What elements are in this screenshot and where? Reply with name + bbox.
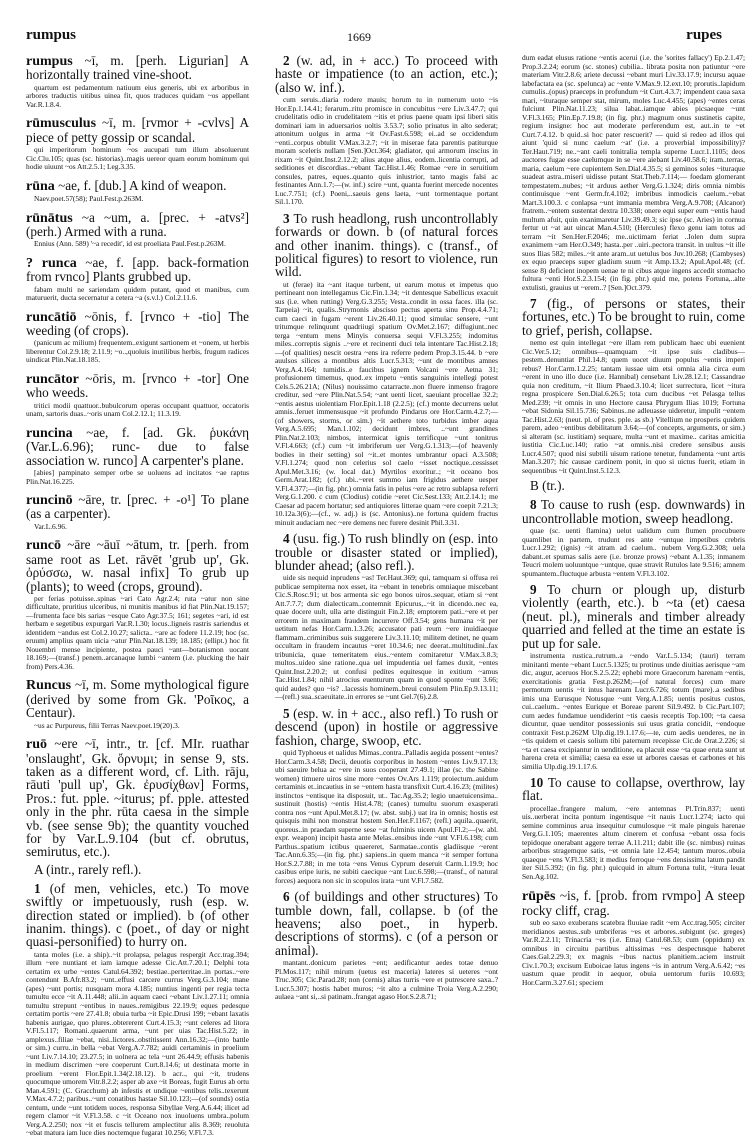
sense-text: (usu. fig.) To rush blindly on (esp. into trouble or disaster stated or implied), blunder ahead; (also refl.). <box>275 531 499 574</box>
sense-text: (esp. w. in + acc., also refl.) To rush or descend (upon) in hostile or aggressive fashion, charge, swoop, etc. <box>275 705 499 748</box>
citations: Var.L.6.96. <box>34 521 67 531</box>
entry-runco <box>26 538 249 671</box>
sense-text: To cause to rush (esp. downwards) in uncontrollable motion, sweep headlong. <box>522 497 745 526</box>
entry-rumusculus <box>26 116 249 171</box>
entry-runatus <box>26 211 249 249</box>
citations: ~us ac Purpureus, filii Terras Naev.poet.19(20).3. <box>34 720 180 730</box>
definition: ~is, f. [prob. from rvmpo] A steep rocky cliff, crag. <box>522 888 745 918</box>
sense-10-citations: procellae..frangere malum, ~ere antemnas Pl.Trin.837; uenti uis..uerberat incita pontum ingentisque ~it nauis Lucr.1.274; iacto qui semine comminus arua insequitur cumulosque ~it male pinguis harenae Verg.G.1.105; maerentes altum cinerem et confusa ~ebant ossa focis tepidoque onerabant aggere terrae A.11.211; dabit ille (sc. nimbus) ruinas arboribus stragemque satis, ~et omnia late 12.454; tantum muros..obuia quaeque ~ens V.Fl.3.583; it medius ferroque ~ens densissima latum pandit iter Sil.5.392; (in fig. phr.) quicquid in altum Fortuna tulit, ~itura leuat Sen.Ag.102. <box>522 803 745 881</box>
sense-text: (w. ad, in + acc.) To proceed with haste or impatience (to an action, etc.); (also w. inf.). <box>275 53 498 95</box>
headword: rumpus <box>26 54 73 69</box>
headword: runcātiō <box>26 309 77 325</box>
middle-column <box>275 54 498 1002</box>
sense-text: (of men, vehicles, etc.) To move swiftly or impetuously, rush (esp. w. direction stated or implied). b (of other inanim. things). c (poet., of day or night quasi-personified) to hurry on. <box>26 880 250 950</box>
headword: runcina <box>26 425 73 441</box>
entry-runcina <box>26 426 249 486</box>
citations: quartum est pedamentum natiuum eius generis, ubi ex arboribus in arbores traductis uitibus uinea fit, quos traduces quidam ~os appellant Var.R.1.8.4. <box>26 82 249 109</box>
definition: ~ere ~ī, intr., tr. [cf. MIr. ruathar 'onslaught', Gk. ὄρνυμι; in sense 9, sts. taken as a different word, cf. Lith. rāju, rāuti 'pull up', Gk. ἐρυσίχθων] Forms, Pros.: fut. pple. ~iturus; pf. pple. attested only in the phr. rūta caesa in the simple vb. (see sense 9b); the quantity vouched for by Var.L.9.104 (but cf. obrutus, semirutus, etc.). <box>26 736 249 860</box>
running-head-right: rupes <box>686 27 722 43</box>
sense-number: 10 <box>530 775 544 791</box>
sense-2 <box>275 54 498 94</box>
sense-4 <box>275 532 498 572</box>
sense-9-citations: instrumenta rustica..rutrum..a ~endo Var.L.5.134; (tauri) terram minitanti mente ~ebant Lucr.5.1325; tu protinus unde diuitias aerisque ~am dic, augur, aceruos Hor.S.2.5.22; ephebi more Graecorum harenam ~entis, exercitationis gratia Fest.p.262M;—(of natural forces) cum mare permotum uentis ~it intus harenam Lucr.6.726; totum (mare)..a sedibus imis una Eurusque Notusque ~unt Verg.A.1.85; uentis positus custos, cui..caelum.. ~entes Eurique et Boreae parent Sil.9.492. b Cic.Part.107; cum aedes fundamue uendiderint ~tis caesis receptis Top.100; ~ta caesa dicuntur, quae uenditor possessionis sui usus gratia concidit, ~endoque contraxit Fest.p.262M Ulp.dig.19.1.17.6;—te, cum aedis uenderes, ne in ~tis quidem et caesis solium tibi paternum recepisse Cic.de Orat.2.226; si ~ta et caesa excipiantur in uenditione, ea placuit esse ~ta quae eruta sunt ut harena creta et similia; caesa ea esse ut arbores caesas et carbones et his similia Ulp.dig.19.1.17.6. <box>522 651 745 771</box>
sense-10 <box>522 776 745 803</box>
sense-number: 5 <box>283 705 290 721</box>
citations: Ennius (Ann. 589) '~a recedit', id est proeliata Paul.Fest.p.263M. <box>34 239 226 249</box>
sense-5-citations: quid Typhoeus et ualidus Mimas..contra..Palladis aegida possent ~entes? Hor.Carm.3.4.58; Decii, deuotis corporibus in hostem ~entes Liv.9.17.13; ubi saeuire belua ac ~ere in suos cooperant 27.49.1; illae (sc. the Sabine women) timuere uiros sine more ~entes Ov.Ars 1.119; proiectum..auidum certaminis et..incautius in se ~entem hasta transfixit Curt.4.16.23; (milites) instinctos ~entisque ita disposuit, ut.. Tac.Ag.35.2; legio unaetuicensima.. sustinuit (hostis) ~entis Hist.4.78; (canes) tumultu suorum exasperati contra nos ~unt Apul.Met.8.17; (w. abst. subj.) uat ira in omnis; hostis est quisquis mihi non monstrat hostem Sen.Her.F.1167; (refl.) aquila..quaerit, quoreus..in praedam superne sese ~at fulminis uicem Apul.Fl.2;—(w. abl. expr. weapon) incipit hasta ante Melas..ensibus inde ~unt V.Fl.6.198; cum Parthus..spatium ictibus quaereret, Sarmatae..contis gladiisque ~erent Tac.Ann.6.35;—(in fig. phr.) sapiens..in quem manca ~it semper fortuna Hor.S.2.7.88; in me tota ~ens Venus Cyprum deseruit Carm.1.19.9; hoc casibus eripe iuris, ne subiti caecique ~ant Luc.6.598;—(transf., of natural forces) aequora non sic in scopulos irata ~unt V.Fl.7.582. <box>275 748 498 885</box>
entry-rupes <box>522 889 745 987</box>
citations: (panicum ac milium) frequentem..exigunt sartionem et ~onem, ut herbis liberentur Col.2.9.18; 2.11.9; ~o..,quoluis inutilibus herbis, frugum radices uindicat Plin.Nat.18.185. <box>26 338 249 365</box>
citations: qui imperitorum hominum ~os aucupati tum illum absoluerunt Cic.Clu.105; quas (sc. historias)..magis uereor quam eorum hominum qui hodie uiuunt ~os Att.2.5.1; Leg.3.35. <box>26 145 249 172</box>
sense-4-citations: uide sis nequid inprudens ~as! Ter.Haut.369; qui, tamquam si offusa rei publicae sempiterna nox esset, ita ~ebant in tenebris omniaque miscebant Cic.S.Rosc.91; ut bos armenta sic ego bonos uiros..sequar, etiam si ~ent Att.7.7.7; dum dialecticam..contemnit Epicurus,..~it in dicendo..nec ea, quae docere uult, ulla arte distinguit Fin.2.18; emptorem pati..~ere et per errorem in maximam fraudem incurrere Off.3.54; gens humana ~it per uetitum nefas Hor.Carm.1.3.26; accusator pati reum ~ere inuidiaeque flammam..criminibus suis suggerere Liv.3.11.10; militem detinet, ne quam occultam in fraudem incautus ~eret 10.34.6; nec deerat..multitudini..fax tribunicia, quae temeritatem eius..~entem comitaretur V.Max.3.8.3; multos..uideo sine ratione..qua uel impudentia uel fames duxit, ~entes Quint.Inst.2.20.2; ut confusi pedites equitesque in exitium ~amus Tac.Hist.1.84; nihil atrocius euenturum quam in quod sponte ~unt 3.66; quid audes? quo ~is? ..lacessis hominem..breui consulem Plin.Ep.9.13.11;—(refl.) sua..scaeuitate..in errores se ~unt Gel.7(6).2.8. <box>275 573 498 702</box>
definition: ~ōris, m. [rvnco + -tor] One who weeds. <box>26 370 249 401</box>
definition: ~ae, f. [dub.] A kind of weapon. <box>58 177 227 193</box>
sense-5 <box>275 707 498 747</box>
sense-text: To churn or plough up, disturb violently (earth, etc.). b ~ta (et) caesa (neut. pl.), minerals and timber already quarried and felled at the time an estate is put up for sale. <box>522 582 745 651</box>
definition: ~ae, f. [app. back-formation from rvnco] Plants grubbed up. <box>26 254 249 285</box>
headword: rūnātus <box>26 210 73 226</box>
entry-runcus <box>26 678 249 730</box>
definition: ~ī, m. [perh. Ligurian] A horizontally trained vine-shoot. <box>26 53 250 83</box>
sense-7 <box>522 297 745 337</box>
citations: tritici modii quattuor..bubulcorum operas occupant quattuor, occatoris unam, sartoris duas..~oris unam Col.2.12.1; 11.3.19. <box>26 400 249 419</box>
right-column <box>522 54 745 994</box>
headword: ? runca <box>26 255 77 271</box>
running-head <box>0 25 750 47</box>
sense-text: To cause to collapse, overthrow, lay flat. <box>522 775 745 804</box>
sense-3 <box>275 212 498 279</box>
citations: fabam multi ne sariendam quidem putant, quod et manibus, cum maturuerit, ducta secernatur a cetera ~a (s.v.l.) Col.2.11.6. <box>26 284 249 303</box>
entry-runcator <box>26 372 249 419</box>
sense-8-citations: quae (sc. uenti flamina) uelut ualidum cum flumen procubuere quamlibet in partem, trudunt res ante ~untque impetibus crebris Lucr.1.292; (ignis) ~it atram ad caelum.. nubem Verg.G.2.308; uela dabant..et spumas salis aere (i.e. bronze prows) ~ebant A.1.35; inmanem Teucri molem uoluuntque ~untque, quae stravit Rutulos late 9.516; amnem spumantem..fluctuque arbusta ~entem V.Fl.3.102. <box>522 526 745 578</box>
definition: ~ōnis, f. [rvnco + -tio] The weeding (of crops). <box>26 308 249 339</box>
running-head-left: rumpus <box>26 27 77 43</box>
headword: runcātor <box>26 371 79 387</box>
sense-1-citations: tanta moles (i.e. a ship)..~it prolapsa, pelagus respergit Acc.trag.394; illum ~ere nuntiant et iam iamque adesse Cic.Att.7.20.1; Delphi tota certatim ex urbe ~entes Catul.64.392; bestiae..perterritae..in portas..~ere contendunt B.Afr.83.2; ~unt..effusi carcere currus Verg.G.3.104; mane (apes) ~unt portis; nusquam mora 4.185; nuntius ingenti per regia tecta tumultu ecce ~it A.11.448; alii..in aquam caeci ~ebant Liv.1.27.11; omnia tumultu strepunt ~entibus in naues..remigibus 22.19.9; eques pedesque certatim portis ~ere 27.41.8; obuia turba ~it Epic.Drusi 199; ~ebant laxatis habenis aurigae, quo plures..obtererent Curt.4.15.3; ~unt celeres ad litora V.Fl.5.117; Romani..quaerunt arma, ~unt per uias Tac.Hist.5.22; in amplexus..filiae ~ebat, nisi..lictores..obstitissent Ann.16.32;—(into battle or sim.) curru..in bella ~ebat Verg.A.7.782; auidi certaminis in proelium ~unt Liv.7.14.10; 23.27.5; in uolnera ac tela ~unt 26.44.9; effusis habenis in medium discrimen ~ere coeperunt Curt.8.14.6; ut destinata morte in proelium ~erent Flor.Epit.1.34(2.18.12). b acr.., qui ~it, trudens quocumque umorem Vitr.8.2.2; asper ab axe ~it Boreas, fugit Eurus ab ortu Man.4.591; (C. Gracchum) ab infestis et undique ~entibus telis..texerunt V.Max.4.7.2; paribus..~unt conatibus hastae Sil.10.123;—(of sounds) ostia centum, unde ~unt totidem uoces, responsa Sibyllae Verg.A.6.44; ilicet ad regem clamor ~it V.Fl.3.58. c ~it Oceano nox inuoluens umbra..polum Verg.A.2.250; nox ~it et fuscis tellurem amplectitur alis 8.369; reuoluta ~ebat matura iam luce dies noctemque fugarat 10.256; V.Fl.7.3. <box>26 949 249 1138</box>
headword: rūpēs <box>522 889 556 905</box>
sense-1 <box>26 882 249 949</box>
headword: runcō <box>26 538 61 554</box>
entry-runcino <box>26 493 249 531</box>
sense-7-citations: nemo est quin intellegat ~ere illam rem publicam haec ubi euenient Cic.Ver.5.12; omnibus—quamquam ~it ipse suis cladibus—pestem..denuntiat Phil.14.8; quem uocet diuum populus ~entis imperi rebus? Hor.Carm.1.2.25; tantam iussae uim etsi omnia alia circa eum ~erent in uno illo duce (i.e. Hannibal) censebant Liv.28.12.1; Cassandrae quia non creditum, ~it Ilium Phaed.3.10.4; licet surrectura, licet ~itura regna prospicere Sen.Dial.6.26.5; tota cum ducibus ~et Pelasga tellus Med.239; ~it omnis in uno Hectore causa Phrygum Ilias 1019; Fortuna ~ebat Sidonia Sil.15.736; Sabinus..ne adleuasse uideretur, impulit ~entem Tac.Hist.2.63; (neut. pl. of pres. pple. as sb.) Vitellium ne prosperis quidem parem, adeo ~entibus debilitatum 3.64;—(of concepts, arguments, or sim.) si alteram (sc. iustitiam) sequare, multa ~unt et maxime.. caritas amicitia iustitia Cic.Luc.140; ratio ~at omnis..nisi credere sensibus ausis Lucr.4.507; quod nisi subtili uisum ratione tenetur, fundamenta ~unt artis Man.3.207; hic causae cardinem ponit, in quo si uictus fuerit, etiam in sequentibus ~it Quint.Inst.5.12.3. <box>522 338 745 475</box>
sense-number: 9 <box>530 582 537 598</box>
sense-text: (fig., of persons or states, their fortunes, etc.) To be brought to ruin, come to grief, perish, collapse. <box>522 296 745 338</box>
definition: ~āre, tr. [prec. + -o¹] To plane (as a carpenter). <box>26 492 250 522</box>
sense-number: 6 <box>283 889 290 905</box>
sense-8 <box>522 498 745 525</box>
citations: [abies] pampinato semper orbe se uoluens ad incitatos ~ae raptus Plin.Nat.16.225. <box>26 468 249 486</box>
definition: ~ī, m. [rvmor + -cvlvs] A piece of petty gossip or scandal. <box>26 115 250 145</box>
citations: sub eo saxo exuberans scatebra fluuiae radit ~em Acc.trag.505; circiter meridianos aestus..sub umbriferas ~es et arbores..subigunt (sc. greges) Var.R.2.2.11; Trinacria ~es (i.e. Etna) Catul.68.53; cum (oppidum) ex omnibus in circuitu partibus altissimas ~es despectusque haberet Caes.Gal.2.29.3; ex magnis ~ibus nactus planitiem..aciem instruit Civ.1.70.3; excisum Euboicae latus ingens ~is in antrum Verg.A.6.42; ~es uastum quae prodit in aequor, obuia uentorum furiis 10.693; Hor.Carm.3.27.61; speciem <box>522 918 745 987</box>
sense-number: 4 <box>283 531 290 547</box>
sense-9 <box>522 583 745 650</box>
sense-6-citations-continued: dum eadat elusus ratione ~entis acerui (i.e. the 'sorites fallacy') Ep.2.1.47; Prop.3.2.24; eorum (sc. stones) cubilia.. librata posita non patiuntur ~ere materiam Vitr.2.8.6; ariete decussi ~ebant muri Liv.33.17.9; incursu aquae labefactata ea (sc. spelunca) ac ~ente V.Max.9.12.ext.10; prorutis..lapidum cumulis..(opus) praeceps in profundum ~it Curt.4.3.7; impendent caua saxa mari, ~ituraque semper stat, mirum, moles Luc.4.455; (apes) ~entes ceras fulciunt Plin.Nat.11.23; silua labat..iamque abies picsaeque ~unt V.Fl.3.165; Plin.Ep.7.19.8; (in fig. phr.) magnum onus sustinetis capite, regium insigne: hoc aut moderate perferendum est, aut..in te ~et Curt.7.4.12. b quid..si hoc pater rescuerit? — quid si redeo ad illos qui aiunt 'quid si nunc caelum ~at' (i.e. a proverbial impossibility)? Ter.Haut.719; ne..~ant caeli tonitralia templa superne Lucr.1.1105; deos auctores fugae esse caelumque in se ~ere aiebant Liv.40.58.6; iram..terras, maria, caelum ~ere cupientem Sen.Dial.4.35.5; si geminos soles ~ituraque suadeat astra..miseri uidisse putant Stat.Theb.7.114;— foedam glomerant tempestatem..nubes; ~it arduus aether Verg.G.1.324; diris omnia nimbis continuisque ~ent Germ.fr.4.102; imbribus inmodicis caelum..~ebat Mart.3.100.3. c conlapsa ~unt immania membra Verg.A.9.708; (Alcanor) fratrem..~entem sustentat dextra 10.338; onere equi super eum ~entis haud multum afuit, quin exanimaretur Liv.39.49.3; sic ipse (sc. Aries) in cornua fertur ut ~at aut uincat Man.4.510; (Hercules) flexo genu iam totus ad terram ~it Sen.Her.F.2046; me..uictimam feriat ..Iolen dum supra exanimem ~am Her.O.349; hasta..per ..uiri..pectora transit. in uultus ~it ille suos Ilias 582; miles..~it ante aram..ut uetulus bos Juv.10.268; (Cambyses) ex equo praeceps super gladium suum ~it Amp.13.2; Apul.Apol.48; (cf. sense 8) deficient inopem uenae te ni cibus atque ingens accedit stomacho fultura ~enti Hor.S.2.3.154; (in fig. phr.) quid me, potens Fortuna,..alte extulisti, grauius ut ~erem..? [Sen.]Oct.379. <box>522 53 745 292</box>
definition: ~a ~um, a. [prec. + -atvs²] (perh.) Armed with a runa. <box>26 209 250 239</box>
sense-number: 2 <box>283 53 290 68</box>
entry-rumpus <box>26 54 249 109</box>
sense-6 <box>275 890 498 957</box>
sense-text: (of buildings and other structures) To tumble down, fall, collapse. b (of the heavens; also poet., in hyperb. descriptions of storms). c (of a person or animal). <box>275 889 498 958</box>
sense-2-citations: cum seruis..diaria rodere mauis; horum tu in numerum uoto ~is Hor.Ep.1.14.41; ferarum..ritu promisce in concubitus ~ere Liv.3.47.7; qui crudelitatis odio in crudelitatem ~itis et prius paene quam ipsi liberi sitis dominari iam in aduersarios uoltis 3.53.7; solio priuatus in alto sederat; attonitum uolgus in arma ~it Ov.Fast.6.598; ei..ad se occidendum ~enti..corpus obtulit V.Max.3.2.7; ~it in miserae fata parentis patiturque moram sceleris nullam [Sen.]Oct.364; gladiator, qui armorum inscius in rixam ~it Quint.Inst.2.12.2; alius atque alius, eodem..licentia corrupti, ad seditiones et discordias..~ebant Tac.Hist.1.46; Romae ~ere in seruitium consules, patres, eques..quanto quis inlustrior, tanto magis falsi ac festinantes Ann.1.7;—(w. inf.) scire ~unt, quanta fuerint mercede nocentes Luc.7.751; (cf.) Poeni,..saeuis gens laeta, ~unt tormentaque portant Sil.1.170. <box>275 95 498 207</box>
definition: ~ae, f. [ad. Gk. ῥυκάνη (Var.L.6.96); runc- due to false association w. runco] A carpenter's plane. <box>26 424 249 468</box>
headword: ruō <box>26 737 47 753</box>
citations: per ferias potuisse..spinas ~ari Cato Agr.2.4; ruta ~atur non sine difficultate, pruritius ulceribus, ni munitis manibus id fiat Plin.Nat.19.157;—frumenta face bis sarias ~esque Cato Agr.37.5; 161; segetes ~ari, id est herbam e segetibus expurgari Var.R.1.30; locus..ligneis rastris sariendus et identidem ~andus est Col.2.10.27; salicta.. ~are ac fodere 11.2.19; hoc (sc. eruum) amplius quam uicia ~atur Plin.Nat.18.139; 18.185; (ellipt.) hoc fit Nouembri mense incipiente, postea pauci ~ant—botanismon uocant 18.169;—(transf.) penem..arcanaque lumbi ~antem (i.e. plucking the hair from) Pers.4.36. <box>26 593 249 671</box>
entry-runa <box>26 179 249 204</box>
entry-runcatio <box>26 310 249 365</box>
page-number: 1669 <box>347 30 371 44</box>
definition: ~āre ~āuī ~ātum, tr. [perh. from same root as Let. rāvēt 'grub up', Gk. ὀρύσσω, w. nasal infix] To grub up (plants); to weed (crops, ground). <box>26 537 249 594</box>
sense-number: 8 <box>530 497 537 513</box>
sense-6-citations: mantant..donicum parietes ~ent; aedificantur aedes totae denuo Pl.Mos.117; nihil mirum (uetus est maceria) lateres si ueteres ~ont Truc.305; Cic.Parad.28; non (cernis) altas turris ~ere et putrescere saxa..? Lucr.5.307; hostis habet muros; ~it alto a culmine Troia Verg.A.2.290; aulaea ~ant si,..si patinam..frangat agaso Hor.S.2.8.71; <box>275 958 498 1002</box>
sense-3-citations: ut (ferae) ita ~ant itaque turbent, ut earum motus et impetus quo pertineant non intellegamus Cic.Fin.1.34; ~it dentesque Sabellicus exacuit sus (i.e. when rutting) Verg.G.3.255; Vesta..condit in ossa faces. illa (sc. Tarpeia) ~it, qualis..Strymonis abscisso pectus aperta sinu Prop.4.4.71; cum caeci in fugam ~erent Liv.26.40.11; quod simulac sensere, ~unt tritumque relinquunt quadriiugi spatium Ov.Met.2.167; diffugiunt..nec terga ~entum mens Minyis conuersa sequi V.Fl.3.255; indomitus miles..correptis signis ..~ere et recinenti duci tela intentare Tac.Hist.2.18;—(of qualities) nescit oestra ~ens ira referre pedem Prop.3.15.44. b ~ere auulsos silices a montibus altis Lucr.5.313; ~unt de montibus amnes Verg.A.4.164; tumidis..e faucibus ignem Volcani ~ere Aetna 31; profusionem timemus, quod..ex impetu ~entis sanguinis intellegi potest Cels.5.26.21A; (Nilus) nouissimo catarracte..non fluere inmenso fragore creditur, sed ~ere Plin.Nat.5.54; ~ant uenti licet, saeuiant procellae 32.2; ~entis aestus uiolentiam Flor.Epit.1.18 (2.2.5); (cf.) monte decurrens uelut amnis..feruet immensusque ~it profundo Pindarus ore Hor.Carm.4.2.7;—(of showers, storms, or sim.) ~it aethere toto turbidus imber aqua Verg.A.5.695; Man.1.102; decidunt imbres, ..~unt grandines Plin.Nat.2.103; nimbos, intermicat ignis terrificque ~unt tonitrus V.Fl.4.663; (cf.) cum ~it imbriferum uer Verg.G.1.313;—(of heavenly bodies in their setting) sol ~it..et montes umbrantur opaci A.3.508; V.Fl.1.274; quod non celerius sol caelo ~isset noctique..cessisset Apul.Met.3.16; (w. local dat.) Myrtilos exoritur..; ~it oceano bos Germ.Arat.182; (cf.) ubi..~eret summo iam frigidus aethere uesper V.Fl.4.377;—(in fig. phr.) omnia fatis in pelus ~ere ac retro sublapsa referri Verg.G.1.200. c cum (Clodius) cotidie ~eret Cic.Sest.133; Att.2.14.1; me Caesar ad pacem hortatur; sed antiquiores litterae quam ~ere coepit 7.21.3; 10.12a.3(6);—(cf., w. adj.) is (sc. Antonius)..ne fortuna quidem fractus minuit audaciam nec ~ere demens nec furere desinit Phil.3.31. <box>275 279 498 527</box>
headword: rūna <box>26 178 55 194</box>
left-column <box>26 54 249 1145</box>
sense-text: To rush headlong, rush uncontrollably forwards or down. b (of natural forces and other inanim. things). c (transf., of political figures) to resort to violence, run wild. <box>275 210 498 280</box>
sense-number: 7 <box>530 296 537 311</box>
section-a-heading: A (intr., rarely refl.). <box>34 861 142 877</box>
definition: ~ī, m. Some mythological figure (derived by some from Gk. 'Ροῖκος, a Centaur). <box>26 677 250 721</box>
entry-ruo <box>26 737 249 1138</box>
headword: rūmusculus <box>26 116 97 132</box>
entry-runca <box>26 256 249 303</box>
citations: Naev.poet.57(58); Paul.Fest.p.263M. <box>34 194 144 204</box>
sense-number: 3 <box>283 210 290 226</box>
section-b-heading: B (tr.). <box>530 478 565 494</box>
headword: Runcus <box>26 678 72 694</box>
sense-number: 1 <box>34 880 41 896</box>
headword: runcinō <box>26 493 73 508</box>
